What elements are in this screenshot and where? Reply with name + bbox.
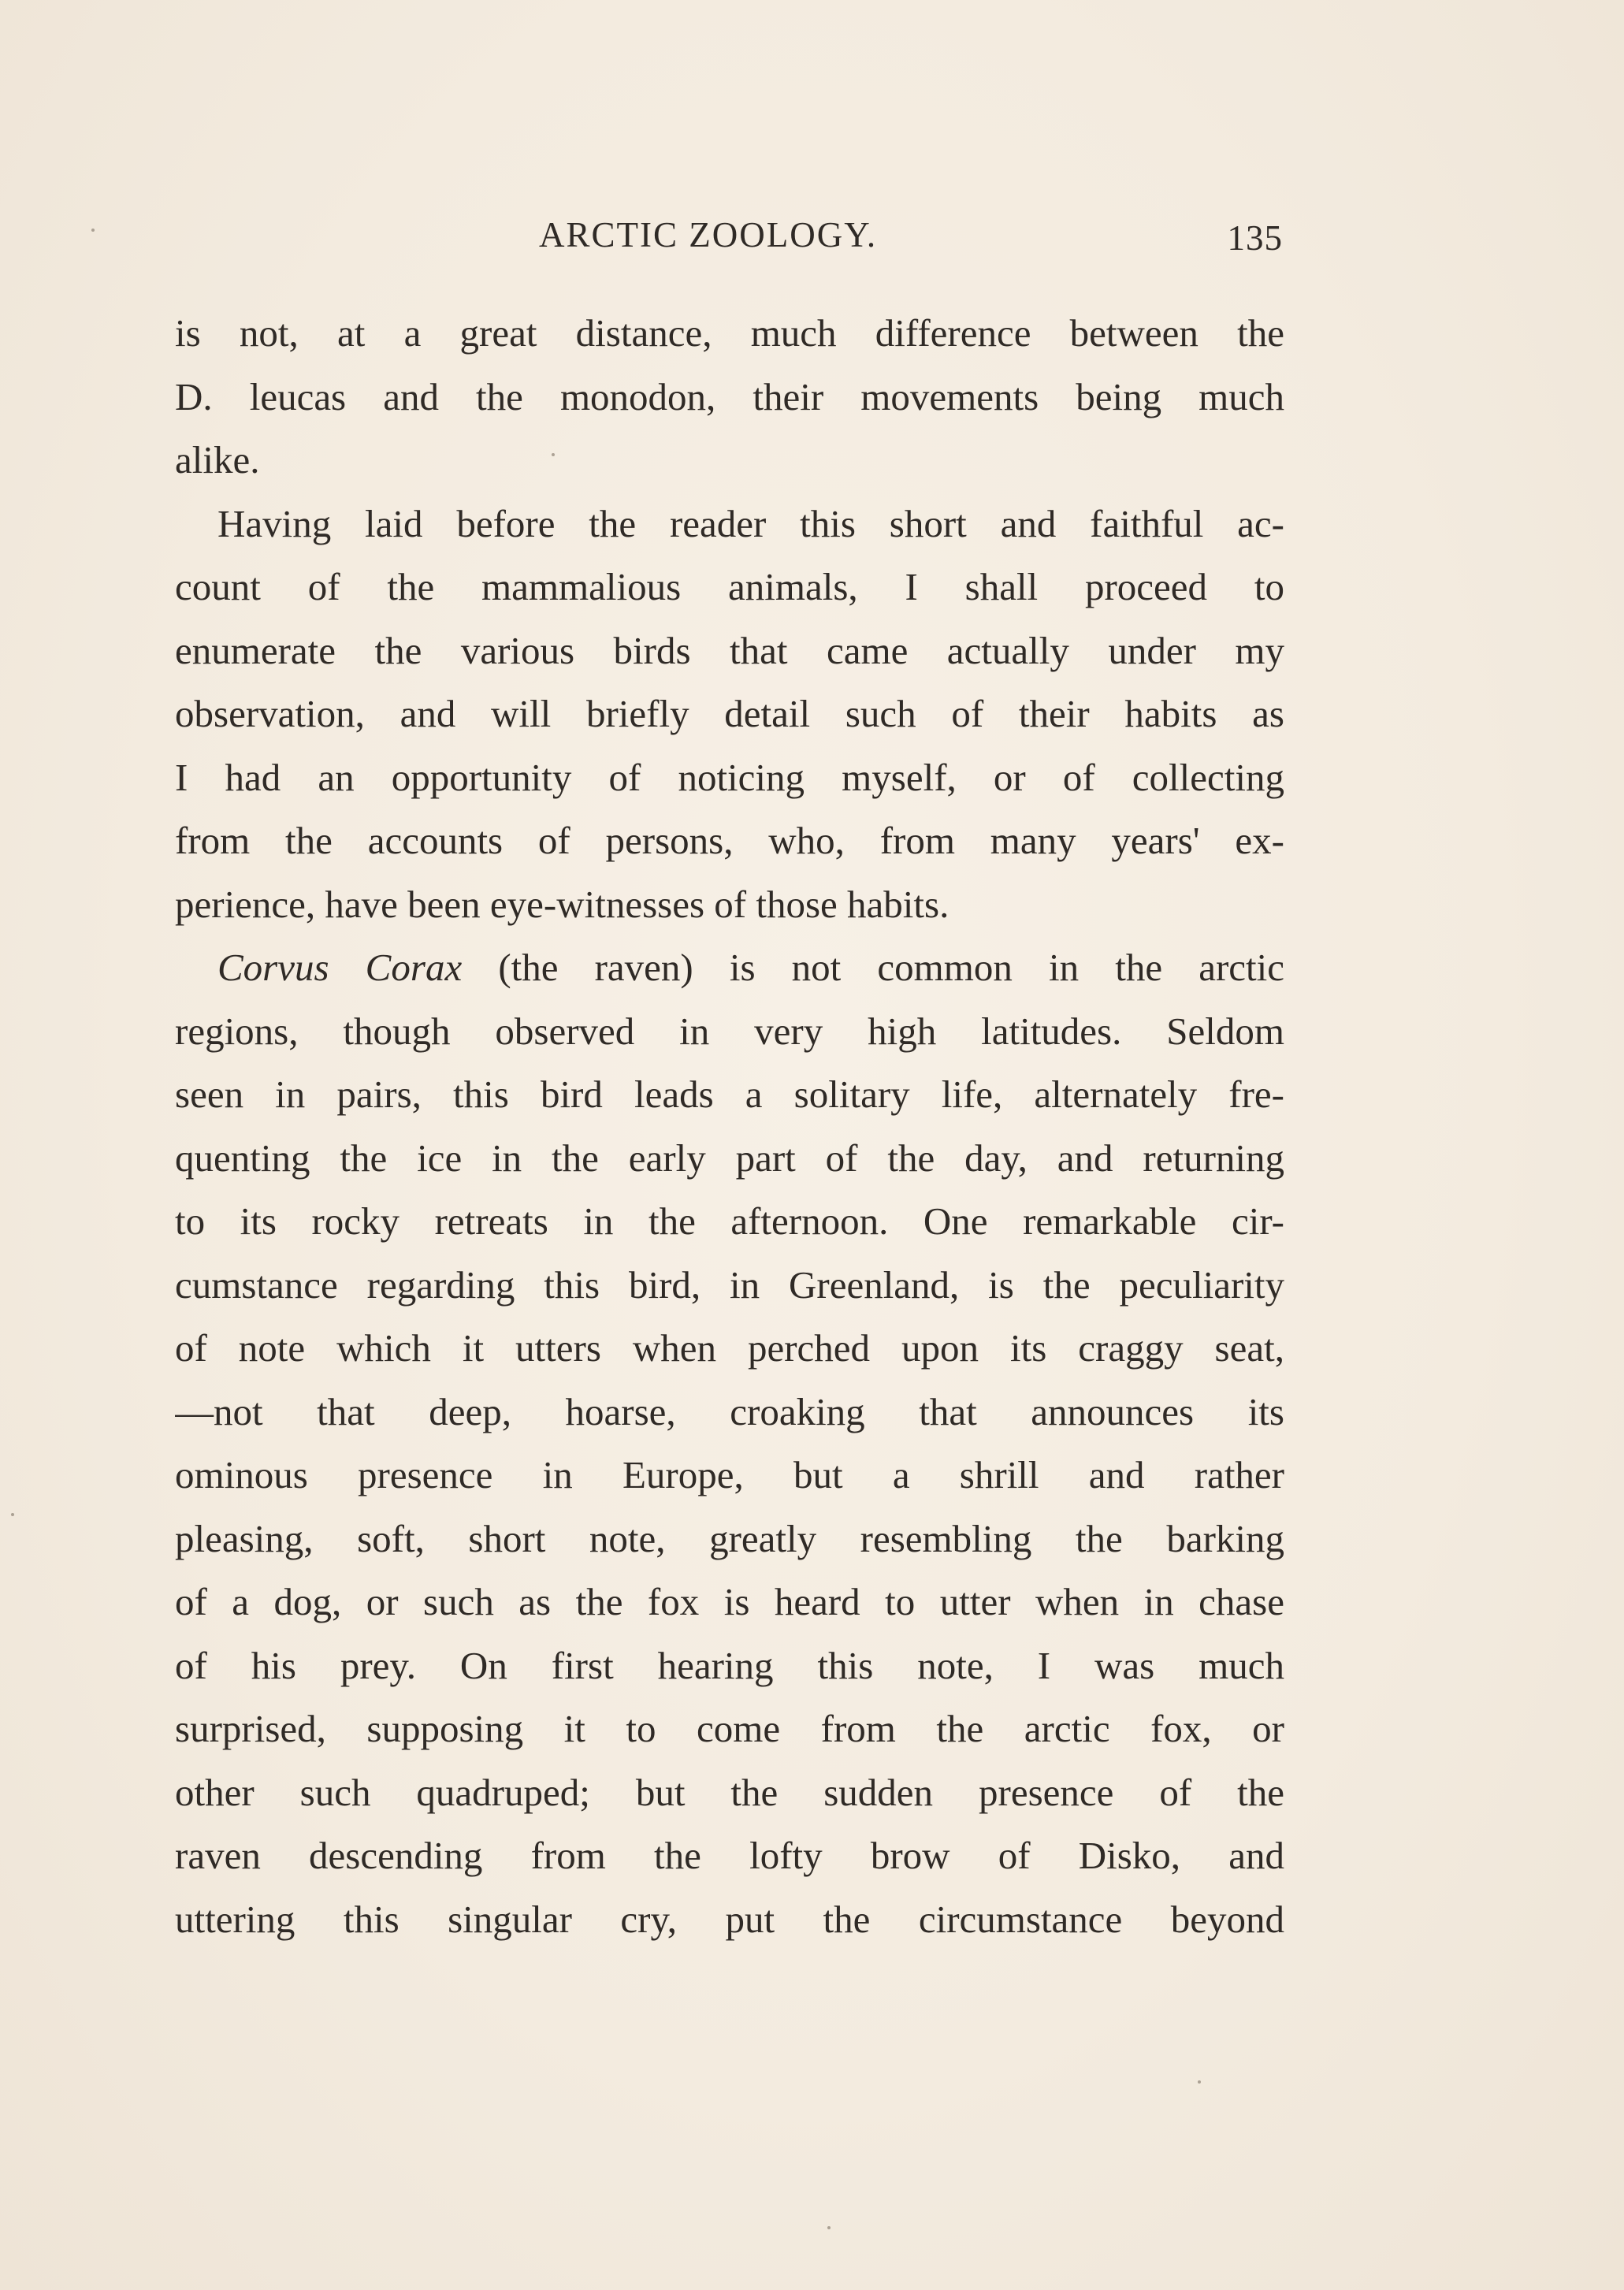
text-line: D. leucas and the monodon, their movements being much — [175, 374, 1284, 418]
running-title: ARCTIC ZOOLOGY. — [539, 215, 878, 255]
body-text — [175, 302, 1284, 1951]
text-line: cumstance regarding this bird, in Greenland, is the peculiarity — [175, 1262, 1284, 1307]
text-line: uttering this singular cry, put the circumstance beyond — [175, 1897, 1284, 1941]
text-line: seen in pairs, this bird leads a solitary life, alternately fre- — [175, 1073, 1284, 1116]
text-line: observation, and will briefly detail such of their habits as — [175, 692, 1284, 735]
text-line: quenting the ice in the early part of the day, and returning — [175, 1136, 1284, 1180]
text-line: other such quadruped; but the sudden presence of the — [175, 1770, 1284, 1814]
text-line: enumerate the various birds that came actually under my — [175, 628, 1284, 672]
text-line: is not, at a great distance, much difference between the — [175, 311, 1284, 355]
text-line: of his prey. On first hearing this note, I was much — [175, 1643, 1284, 1687]
text-line: to its rocky retreats in the afternoon. One remarkable cir- — [175, 1199, 1284, 1243]
text-line: I had an opportunity of noticing myself, or of collecting — [175, 755, 1284, 799]
text-line-rest: (the raven) is not common in the arctic — [498, 946, 1284, 989]
text-line: regions, though observed in very high latitudes. Seldom — [175, 1009, 1284, 1053]
paper-speck — [11, 1513, 14, 1516]
text-line: ominous presence in Europe, but a shrill and rather — [175, 1453, 1284, 1496]
paper-speck — [91, 229, 95, 232]
text-line: surprised, supposing it to come from the arctic fox, or — [175, 1707, 1284, 1750]
text-line: of a dog, or such as the fox is heard to utter when in chase — [175, 1580, 1284, 1623]
paragraph-first-line: Having laid before the reader this short and faithful ac- — [217, 501, 1284, 545]
paper-speck — [827, 2226, 831, 2229]
page-number: 135 — [1227, 218, 1283, 258]
running-head — [172, 214, 1283, 270]
text-line: of note which it utters when perched upon its craggy seat, — [175, 1326, 1284, 1370]
text-line: perience, have been eye-witnesses of those habits. — [175, 882, 950, 926]
text-line: —not that deep, hoarse, croaking that announces its — [175, 1389, 1284, 1433]
paper-speck — [552, 453, 555, 456]
text-line: count of the mammalious animals, I shall proceed to — [175, 565, 1284, 608]
paragraph-first-line — [175, 936, 1284, 1000]
paper-speck — [1198, 2080, 1201, 2084]
text-line: pleasing, soft, short note, greatly resembling the barking — [175, 1516, 1284, 1560]
species-name: Corvus Corax — [217, 946, 463, 989]
text-line: alike. — [175, 438, 260, 481]
text-line: raven descending from the lofty brow of Disko, and — [175, 1834, 1284, 1877]
text-line: from the accounts of persons, who, from many years' ex- — [175, 819, 1284, 862]
